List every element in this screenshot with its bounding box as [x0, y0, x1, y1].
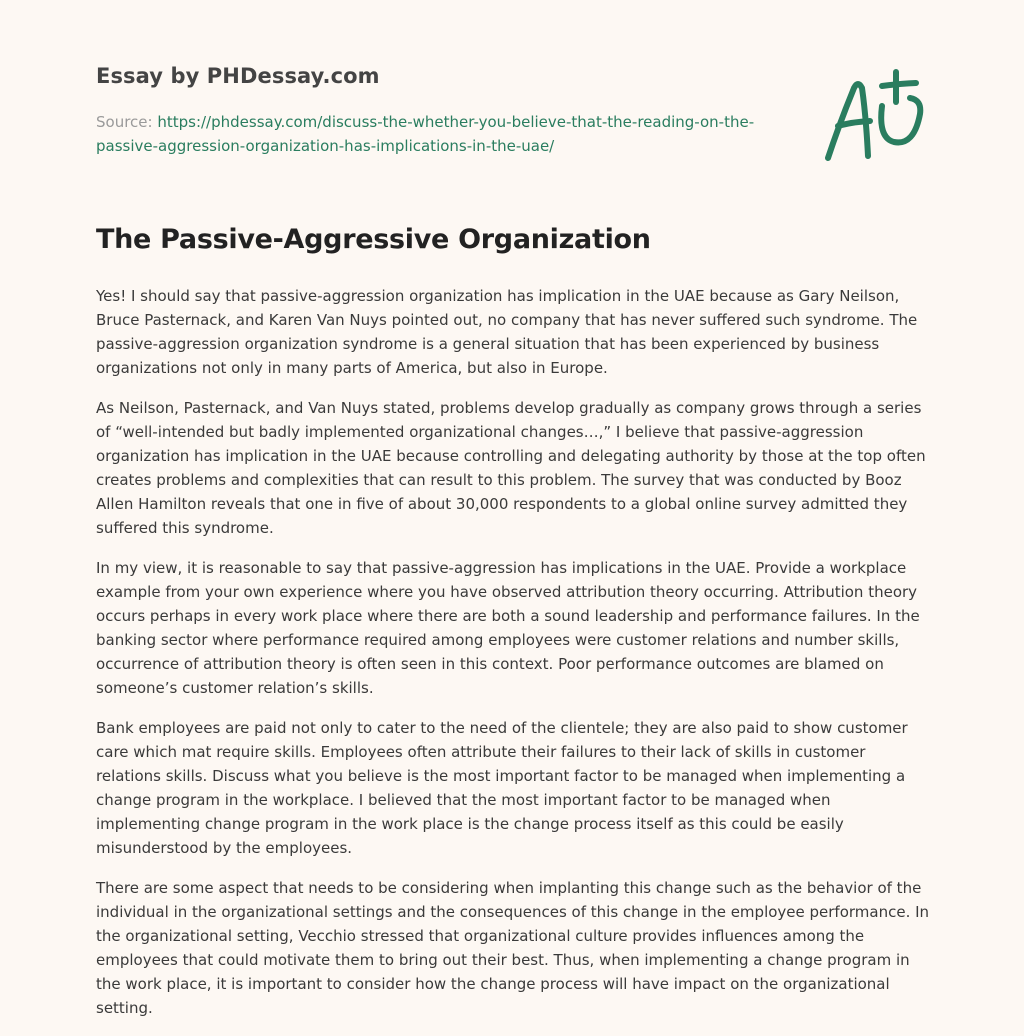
- essay-paragraph: Bank employees are paid not only to cater to the need of the clientele; they are also paid to show customer care which mat require skills. Employees often attribute their failures to their lack of skills in customer relations skills. Discuss what you believe is the most important factor to be managed when implementing a change program in the workplace. I believed that the most important factor to be managed when implementing change program in the work place is the change process itself as this could be easily misunderstood by the employees.: [96, 719, 908, 857]
- source-link[interactable]: https://phdessay.com/discuss-the-whether-you-believe-that-the-reading-on-the-passive-aggression-organization-has-implications-in-the-uae/: [96, 113, 755, 155]
- site-title: Essay by PHDessay.com: [96, 64, 380, 88]
- essay-paragraph: There are some aspect that needs to be considering when implanting this change such as the behavior of the individual in the organizational settings and the consequences of this change in the employee performance. In the organizational setting, Vecchio stressed that organizational culture provides influences among the employees that could motivate them to bring out their best. Thus, when implementing a change program in the work place, it is important to consider how the change process will have impact on the organizational setting.: [96, 879, 930, 1017]
- source-line: [96, 110, 776, 158]
- essay-body: [96, 284, 932, 1036]
- essay-paragraph: Yes! I should say that passive-aggression organization has implication in the UAE because as Gary Neilson, Bruce Pasternack, and Karen Van Nuys pointed out, no company that has never suffered such syndrome. The passive-aggression organization syndrome is a general situation that has been experienced by business organizations not only in many parts of America, but also in Europe.: [96, 287, 918, 377]
- essay-paragraph: In my view, it is reasonable to say that passive-aggression has implications in the UAE. Provide a workplace example from your own experience where you have observed attribution theory occurring. Attribution theory occurs perhaps in every work place where there are both a sound leadership and performance failures. In the banking sector where performance required among employees were customer relations and number skills, occurrence of attribution theory is often seen in this context. Poor performance outcomes are blamed on someone’s customer relation’s skills.: [96, 559, 920, 697]
- source-label: Source:: [96, 113, 158, 131]
- essay-title: The Passive-Aggressive Organization: [96, 224, 651, 255]
- a-plus-logo-icon: [818, 66, 928, 166]
- essay-paragraph: As Neilson, Pasternack, and Van Nuys stated, problems develop gradually as company grows through a series of “well-intended but badly implemented organizational changes…,” I believe that passive-aggression organization has implication in the UAE because controlling and delegating authority by those at the top often creates problems and complexities that can result to this problem. The survey that was conducted by Booz Allen Hamilton reveals that one in five of about 30,000 respondents to a global online survey admitted they suffered this syndrome.: [96, 399, 926, 537]
